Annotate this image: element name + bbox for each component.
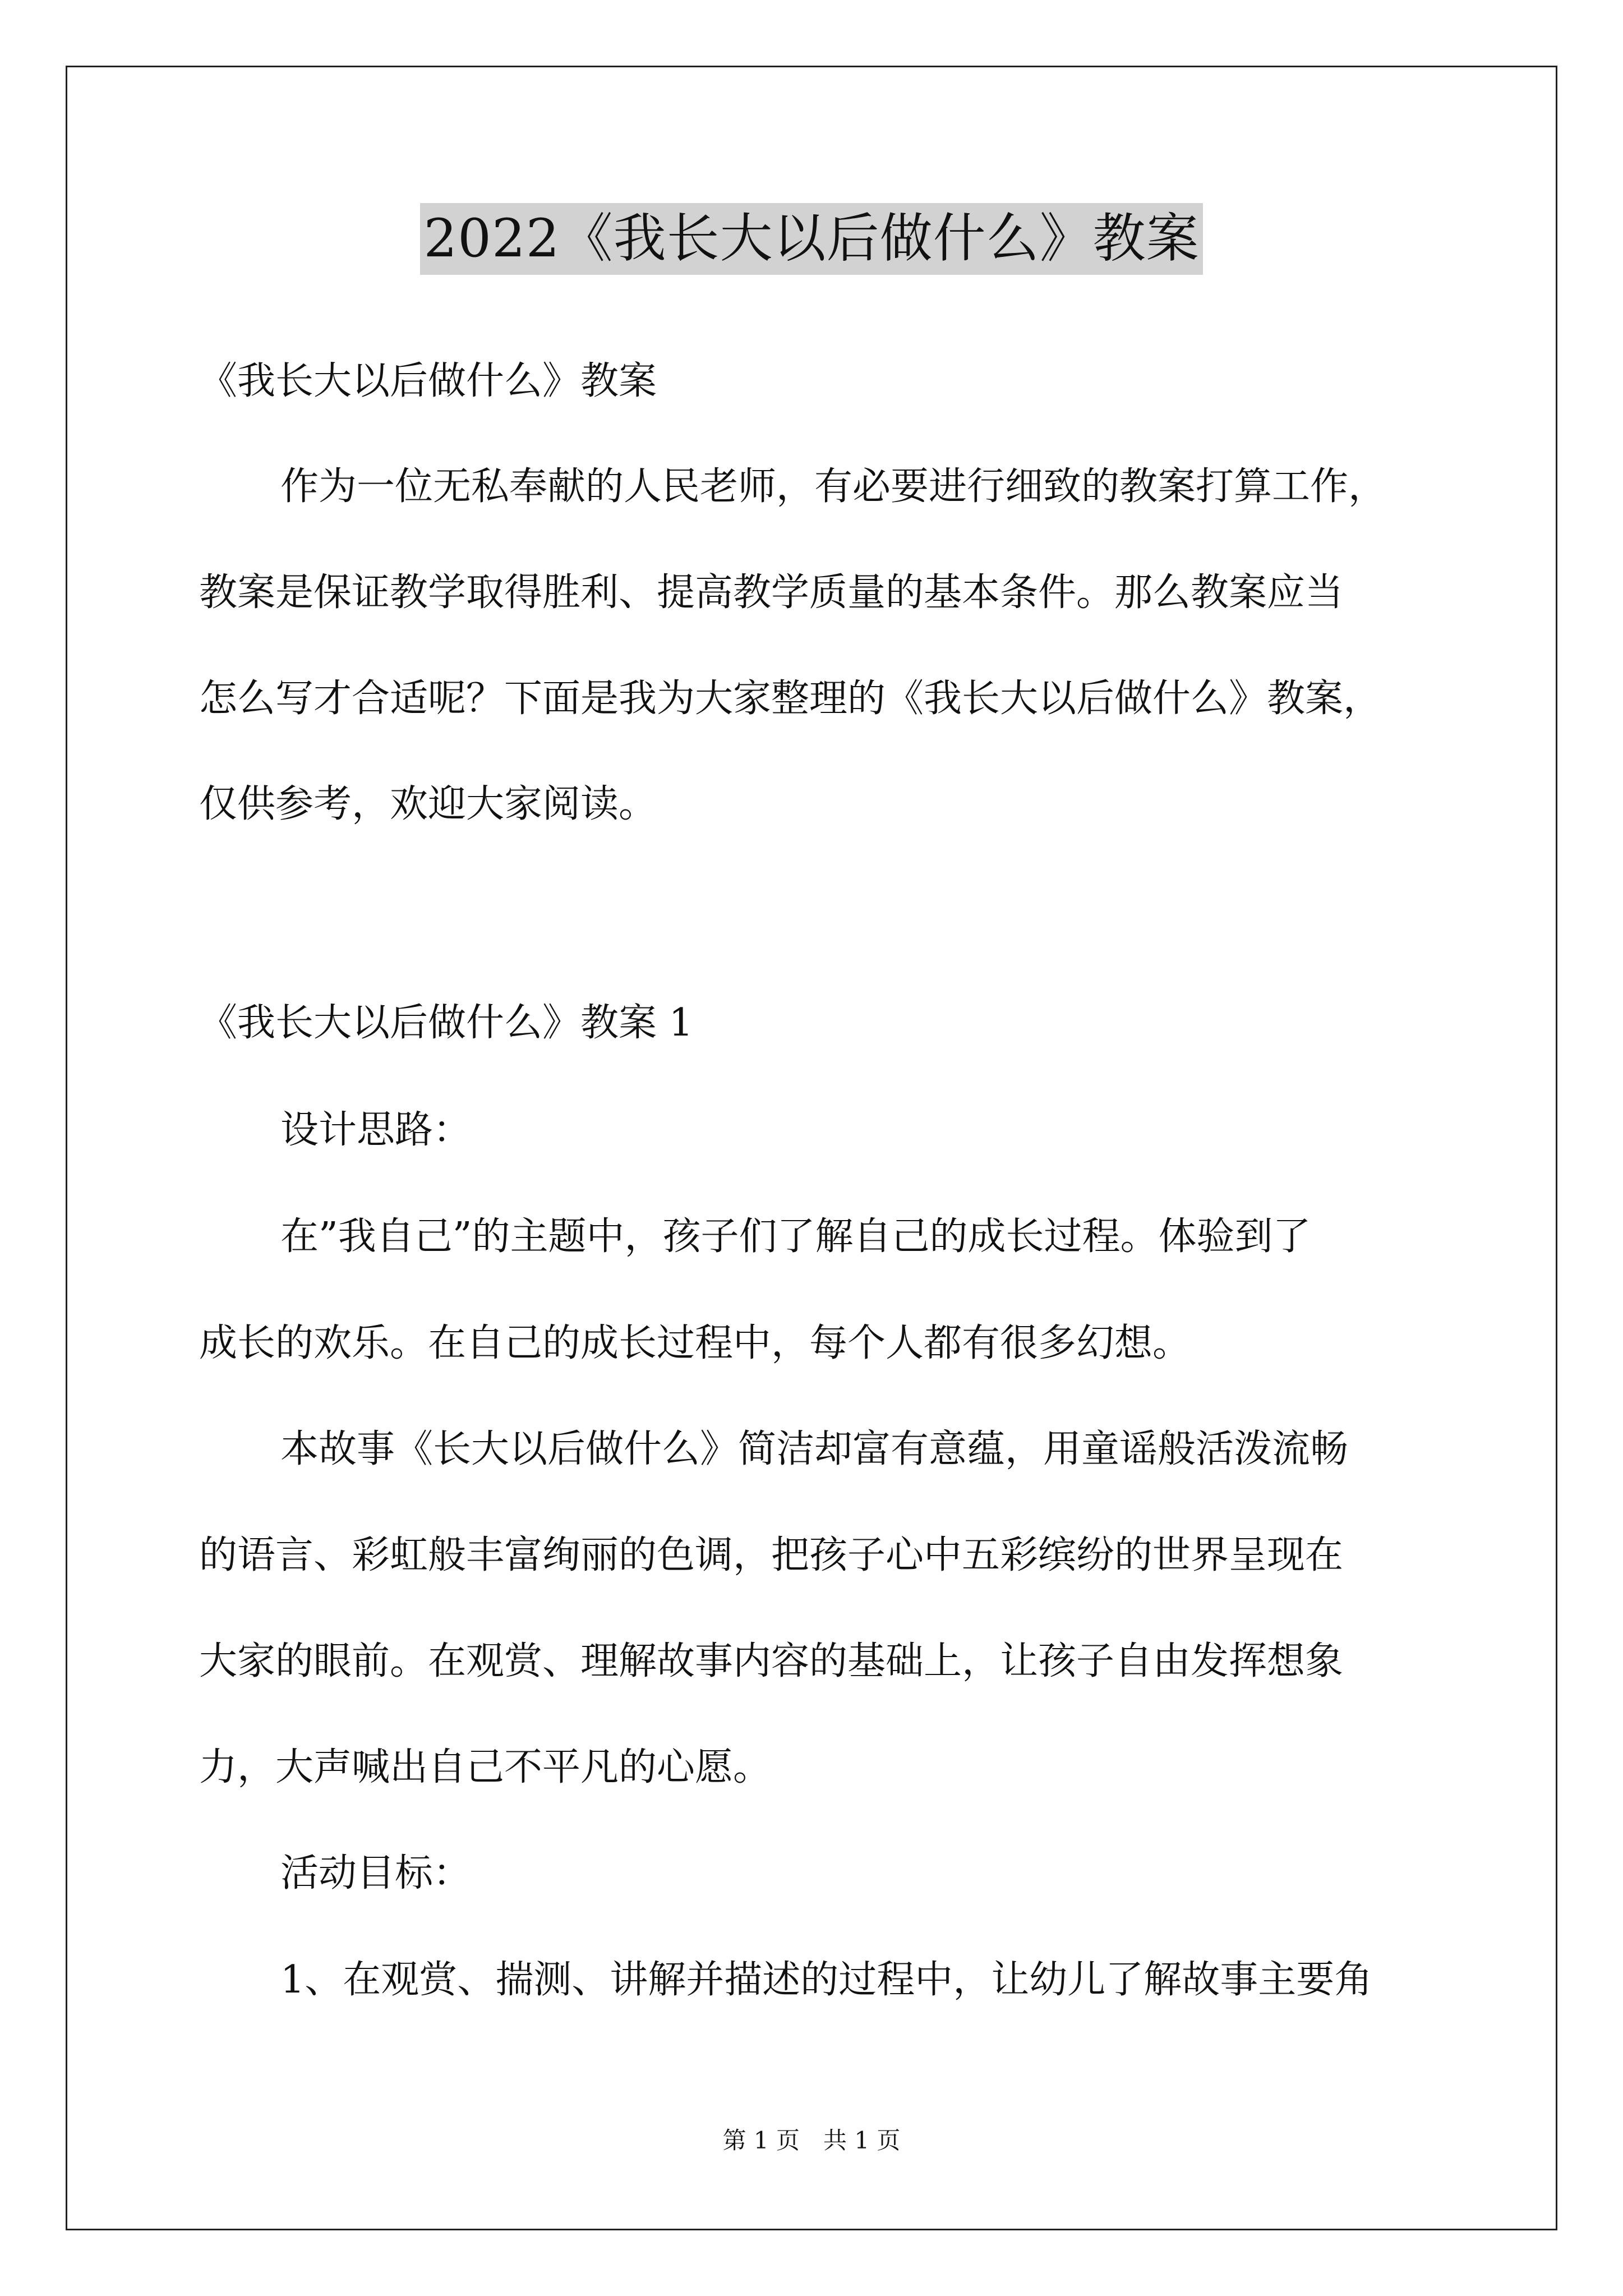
document-title: 2022《我长大以后做什么》教案 <box>420 203 1202 275</box>
title-container <box>0 203 1623 275</box>
paragraph-line: 大家的眼前。在观赏、理解故事内容的基础上，让孩子自由发挥想象 <box>199 1639 1344 1683</box>
paragraph-line: 的语言、彩虹般丰富绚丽的色调，把孩子心中五彩缤纷的世界呈现在 <box>199 1533 1344 1577</box>
paragraph-line: 成长的欢乐。在自己的成长过程中，每个人都有很多幻想。 <box>199 1321 1191 1365</box>
page-footer: 第 1 页 共 1 页 <box>722 2127 901 2154</box>
paragraph-line: 力，大声喊出自己不平凡的心愿。 <box>199 1745 772 1789</box>
paragraph-line: 本故事《长大以后做什么》简洁却富有意蕴，用童谣般活泼流畅 <box>280 1427 1349 1471</box>
paragraph-line: 怎么写才合适呢？下面是我为大家整理的《我长大以后做什么》教案， <box>199 677 1382 721</box>
paragraph-line: 在”我自己”的主题中，孩子们了解自己的成长过程。体验到了 <box>280 1214 1311 1259</box>
paragraph-line: 作为一位无私奉献的人民老师，有必要进行细致的教案打算工作， <box>280 464 1387 509</box>
paragraph-line: 1、在观赏、揣测、讲解并描述的过程中，让幼儿了解故事主要角 <box>280 1958 1373 2002</box>
section-heading: 《我长大以后做什么》教案 1 <box>199 1001 693 1045</box>
paragraph-line: 设计思路： <box>280 1108 472 1152</box>
paragraph-line: 活动目标： <box>280 1851 472 1895</box>
paragraph-line: 仅供参考，欢迎大家阅读。 <box>199 782 657 826</box>
paragraph-line: 教案是保证教学取得胜利、提高教学质量的基本条件。那么教案应当 <box>199 570 1344 615</box>
subtitle-line: 《我长大以后做什么》教案 <box>199 359 657 403</box>
